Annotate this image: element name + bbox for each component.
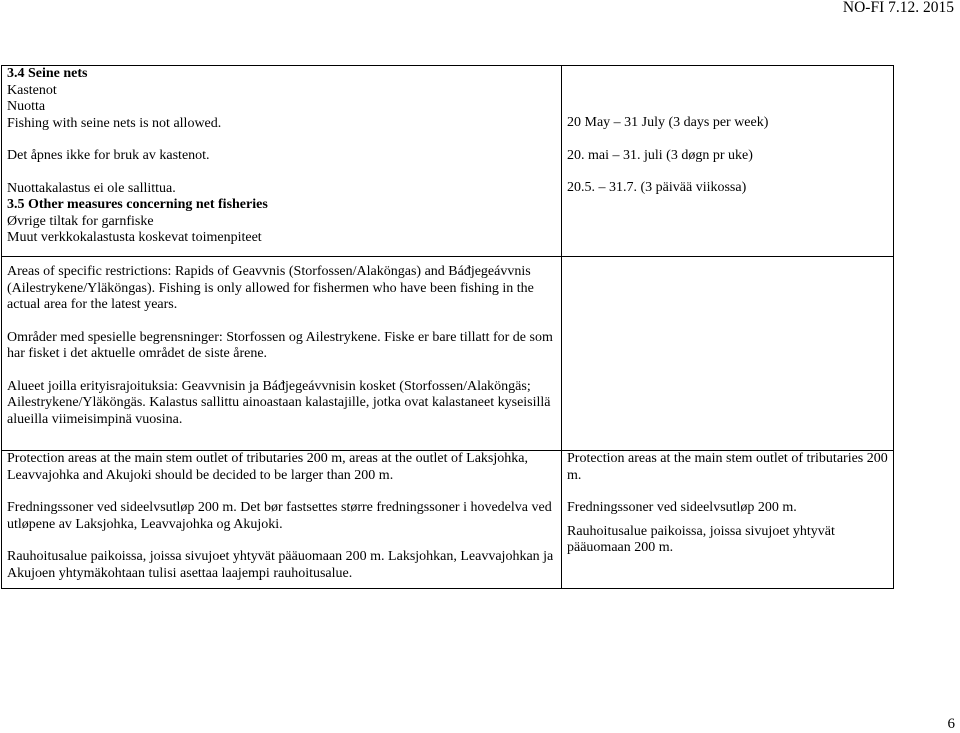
restrictions-text-fi: Alueet joilla erityisrajoituksia: Geavvnisin ja Báđjegeávvnisin kosket (Storfossen/Alaköngäs; Ailestrykene/Yläköngäs. Kalastus sallittu ainoastaan kalastajille, jotka ovat kalastaneet kyseisillä alueilla viimeisimpinä vuosina. — [7, 378, 551, 427]
restrictions-text-no: Områder med spesielle begrensninger: Storfossen og Ailestrykene. Fiske er bare tillatt for de som har fisket i det aktuelle området de siste årene. — [7, 329, 553, 361]
season-no: 20. mai – 31. juli (3 døgn pr uke) — [567, 147, 753, 163]
row3-right-cell — [562, 451, 894, 589]
section-heading-seine-nets: 3.4 Seine nets — [7, 66, 88, 81]
row2-left-cell — [2, 257, 562, 451]
seine-text-en: Fishing with seine nets is not allowed. — [7, 115, 222, 131]
row3-left-cell — [2, 451, 562, 589]
row1-left-cell — [2, 66, 562, 257]
row1-right-cell — [562, 66, 894, 257]
season-en: 20 May – 31 July (3 days per week) — [567, 115, 769, 130]
section-heading-other-measures: 3.5 Other measures concerning net fisheries — [7, 197, 268, 212]
section-heading-no: Kastenot — [7, 82, 57, 98]
protection-text-en: Protection areas at the main stem outlet of tributaries 200 m, areas at the outlet of Laksjohka, Leavvajohka and Akujoki should be decided to be larger than 200 m. — [7, 451, 528, 483]
page-number: 6 — [947, 716, 955, 732]
section-heading-fi: Muut verkkokalastusta koskevat toimenpiteet — [7, 230, 262, 245]
seine-text-fi: Nuottakalastus ei ole sallittua. — [7, 180, 176, 196]
protection-right-fi: Rauhoitusalue paikoissa, joissa sivujoet yhtyvät pääuomaan 200 m. — [567, 523, 835, 555]
protection-text-fi: Rauhoitusalue paikoissa, joissa sivujoet yhtyvät pääuomaan 200 m. Laksjohkan, Leavvajohkan ja Akujoen yhtymäkohtaan tulisi asettaa laajempi rauhoitusalue. — [7, 549, 554, 581]
protection-right-en: Protection areas at the main stem outlet of tributaries 200 m. — [567, 451, 888, 483]
seine-text-no: Det åpnes ikke for bruk av kastenot. — [7, 148, 210, 163]
table-row — [2, 66, 894, 257]
table-row — [2, 257, 894, 451]
protection-right-no: Fredningssoner ved sideelvsutløp 200 m. — [567, 500, 797, 515]
document-id: NO-FI 7.12. 2015 — [842, 0, 954, 16]
regulations-table — [1, 65, 894, 589]
section-heading-fi: Nuotta — [7, 99, 46, 114]
row2-right-cell — [562, 257, 894, 451]
table-row — [2, 451, 894, 589]
season-fi: 20.5. – 31.7. (3 päivää viikossa) — [567, 180, 747, 195]
section-heading-no: Øvrige tiltak for garnfiske — [7, 213, 154, 229]
protection-text-no: Fredningssoner ved sideelvsutløp 200 m. Det bør fastsettes større fredningssoner i hovedelva ved utløpene av Laksjohka, Leavvajohka og Akujoki. — [7, 500, 552, 532]
restrictions-text-en: Areas of specific restrictions: Rapids of Geavvnis (Storfossen/Alaköngas) and Báđjegeávvnis (Ailestrykene/Yläköngas). Fishing is only allowed for fishermen who have been fishing in the actual area for the latest years. — [7, 264, 534, 312]
